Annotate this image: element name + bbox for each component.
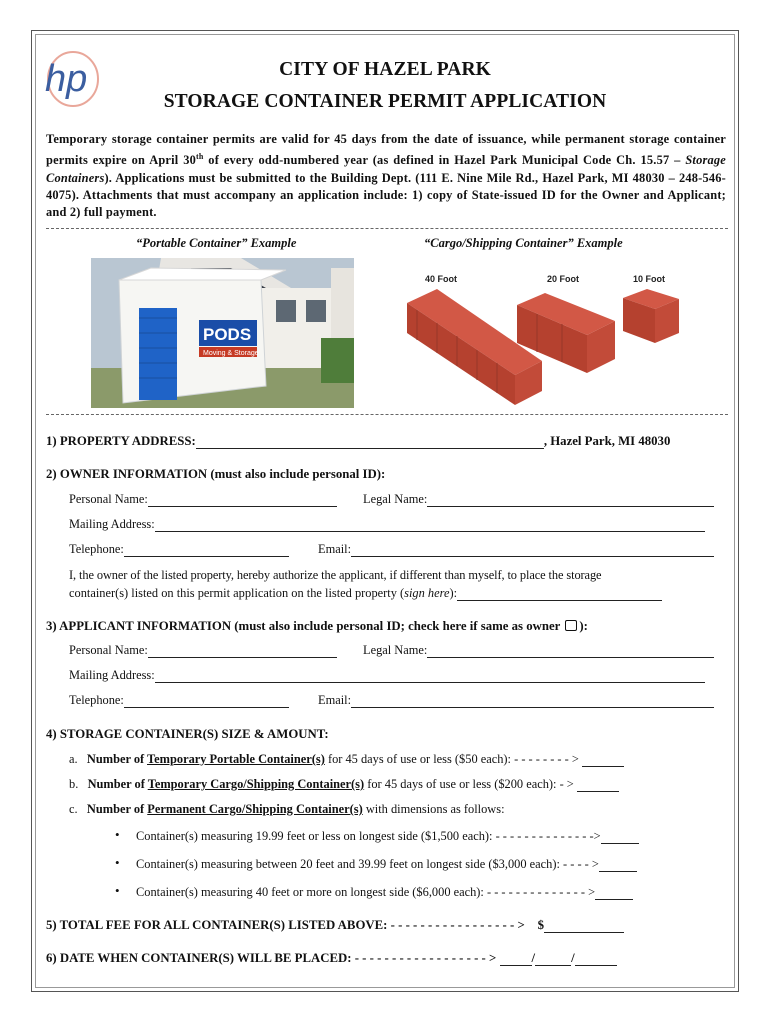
owner-email-field[interactable]	[351, 544, 714, 557]
total-fee-field[interactable]	[544, 920, 624, 933]
bullet-icon: •	[115, 883, 120, 898]
divider	[46, 414, 728, 415]
pods-sublabel: Moving & Storage	[203, 350, 259, 357]
cargo-containers-photo	[397, 263, 707, 408]
placement-day-field[interactable]	[535, 953, 571, 966]
permanent-small-row: Container(s) measuring 19.99 feet or less on longest side ($1,500 each): - - - - - - - - - - - - - ->	[136, 829, 639, 844]
item-a-row: a. Number of Temporary Portable Container(s) for 45 days of use or less ($50 each): - - - - - - - - >	[69, 752, 624, 767]
size-20-label: 20 Foot	[547, 274, 580, 284]
item-b-row: b. Number of Temporary Cargo/Shipping Container(s) for 45 days of use or less ($200 each): - >	[69, 777, 619, 792]
owner-address-row: Mailing Address:	[69, 517, 705, 532]
applicant-legal-name-row: Legal Name:	[363, 643, 714, 658]
total-fee-row: 5) TOTAL FEE FOR ALL CONTAINER(S) LISTED ABOVE: - - - - - - - - - - - - - - - - - > $	[46, 918, 624, 933]
portable-container-photo	[91, 258, 354, 408]
applicant-mailing-address-field[interactable]	[155, 670, 705, 683]
permit-form-page	[31, 30, 739, 992]
applicant-email-field[interactable]	[351, 695, 714, 708]
applicant-telephone-field[interactable]	[124, 695, 289, 708]
owner-mailing-address-field[interactable]	[155, 519, 705, 532]
owner-legal-name-field[interactable]	[427, 494, 714, 507]
owner-telephone-row: Telephone:	[69, 542, 289, 557]
temporary-portable-count-field[interactable]	[582, 754, 624, 767]
page-title: CITY OF HAZEL PARK	[279, 59, 491, 80]
logo-text: hp	[45, 58, 88, 100]
bullet-icon: •	[115, 827, 120, 842]
applicant-info-heading: 3) APPLICANT INFORMATION (must also include personal ID; check here if same as owner ):	[46, 619, 588, 633]
divider	[46, 228, 728, 229]
permanent-large-count-field[interactable]	[595, 887, 633, 900]
owner-signature-field[interactable]	[457, 588, 662, 601]
placement-month-field[interactable]	[500, 953, 532, 966]
cargo-caption: “Cargo/Shipping Container” Example	[424, 236, 623, 250]
applicant-address-row: Mailing Address:	[69, 668, 705, 683]
property-city-state-zip: , Hazel Park, MI 48030	[543, 434, 671, 448]
placement-year-field[interactable]	[575, 953, 617, 966]
same-as-owner-checkbox[interactable]	[565, 620, 577, 631]
property-address-section	[46, 434, 670, 449]
owner-telephone-field[interactable]	[124, 544, 289, 557]
owner-personal-name-field[interactable]	[148, 494, 337, 507]
owner-name-row: Personal Name:	[69, 492, 337, 507]
placement-date-row: 6) DATE WHEN CONTAINER(S) WILL BE PLACED: - - - - - - - - - - - - - - - - - - > / /	[46, 951, 617, 966]
container-size-heading: 4) STORAGE CONTAINER(S) SIZE & AMOUNT:	[46, 727, 329, 741]
portable-caption: “Portable Container” Example	[136, 236, 297, 250]
owner-legal-name-row: Legal Name:	[363, 492, 714, 507]
pods-label: PODS	[203, 325, 252, 344]
item-c-row: c. Number of Permanent Cargo/Shipping Container(s) with dimensions as follows:	[69, 802, 505, 816]
property-address-field[interactable]	[196, 436, 544, 449]
permanent-large-row: Container(s) measuring 40 feet or more on longest side ($6,000 each): - - - - - - - - - - - - - - >	[136, 885, 633, 900]
owner-authorization-line1: I, the owner of the listed property, hereby authorize the applicant, if different than myself, to place the storage	[69, 568, 602, 582]
property-address-label: 1) PROPERTY ADDRESS:	[46, 434, 196, 448]
applicant-telephone-row: Telephone:	[69, 693, 289, 708]
bullet-icon: •	[115, 855, 120, 870]
applicant-legal-name-field[interactable]	[427, 645, 714, 658]
size-10-label: 10 Foot	[633, 274, 666, 284]
permanent-small-count-field[interactable]	[601, 831, 639, 844]
page-subtitle: STORAGE CONTAINER PERMIT APPLICATION	[163, 91, 607, 112]
permanent-medium-row: Container(s) measuring between 20 feet and 39.99 feet on longest side ($3,000 each): - - - - >	[136, 857, 637, 872]
temporary-cargo-count-field[interactable]	[577, 779, 619, 792]
owner-authorization-line2: container(s) listed on this permit application on the listed property (sign here):	[69, 586, 662, 601]
owner-info-heading: 2) OWNER INFORMATION (must also include personal ID):	[46, 467, 386, 481]
applicant-personal-name-field[interactable]	[148, 645, 337, 658]
applicant-name-row: Personal Name:	[69, 643, 337, 658]
owner-email-row: Email:	[318, 542, 714, 557]
applicant-email-row: Email:	[318, 693, 714, 708]
intro-paragraph: Temporary storage container permits are valid for 45 days from the date of issuance, while permanent storage container permits expire on April 30th of every odd-numbered year (as defined in Hazel Park Municipal Code Ch. 15.57 – Storage Containers). Applications must be submitted to the Building Dept. (111 E. Nine Mile Rd., Hazel Park, MI 48030 – 248-546-4075). Attachments that must accompany an application include: 1) copy of State-issued ID for the Owner and Applicant; and 2) full payment.	[46, 132, 726, 220]
size-40-label: 40 Foot	[425, 274, 458, 284]
permanent-medium-count-field[interactable]	[599, 859, 637, 872]
